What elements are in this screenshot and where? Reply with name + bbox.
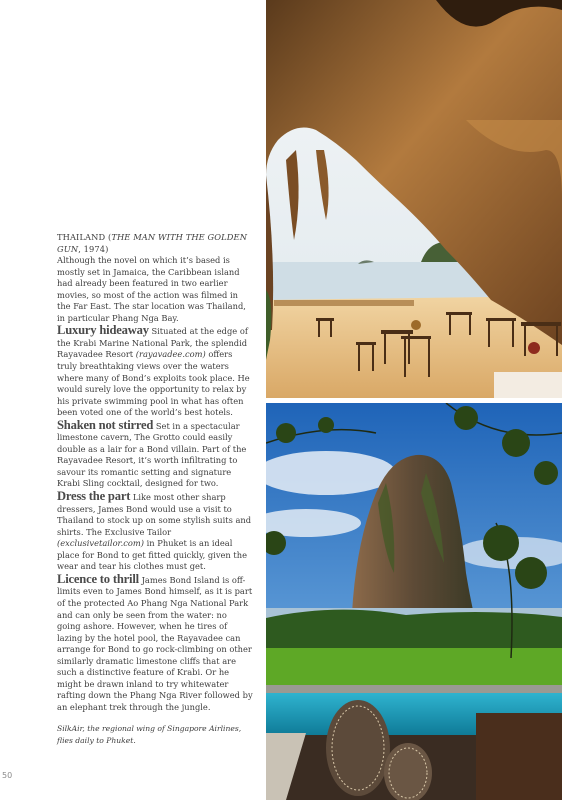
grotto-photo: [266, 0, 562, 398]
paragraph-text: Situated at the edge of the Krabi Marine National Park, the splendid Rayavadee Resort: [57, 326, 248, 360]
paragraph-luxury-hideaway: [57, 324, 253, 418]
paragraph-shaken-not-stirred: [57, 419, 253, 490]
airline-caption: SilkAir, the regional wing of Singapore Airlines, flies daily to Phuket.: [57, 724, 242, 745]
paragraph-text: Set in a spectacular limestone cavern, The Grotto could easily double as a lair for a Bond villain. Part of the Rayavadee Resort, it’s worth infiltrating to savour its romantic setting and signature Krabi Sling cocktail, designed for two.: [57, 420, 247, 489]
subheading-licence-to-thrill: Licence to thrill: [57, 571, 139, 586]
grotto-image: [266, 0, 562, 398]
film-title: THE MAN WITH THE GOLDEN GUN: [57, 232, 248, 254]
paragraph-text: Like most other sharp dressers, James Bond would use a visit to Thailand to stock up on some stylish suits and shirts. The Exclusive Tailor: [57, 492, 252, 537]
paragraph-text: in Phuket is an ideal place for Bond to get fitted quickly, given the wear and tear his clothes must get.: [57, 538, 248, 572]
article-body: [57, 232, 253, 746]
paragraph-dress-the-part: [57, 490, 253, 573]
paragraph-licence-to-thrill: [57, 573, 253, 714]
page-number: 50: [2, 771, 13, 780]
rayavadee-link[interactable]: (rayavadee.com): [135, 349, 206, 360]
paragraph-text: James Bond Island is off-limits even to James Bond himself, as it is part of the protected Ao Phang Nga National Park and can only be seen from the water: no going ashore. However, when he tires of lazing by the hotel pool, the Rayavadee can arrange for Bond to go rock-climbing on other similarly dramatic limestone cliffs that are such a distinctive feature of Krabi. Or he might be drawn inland to try whitewater rafting down the Phang Nga River followed by an elephant trek through the jungle.: [57, 574, 253, 712]
subheading-dress-the-part: Dress the part: [57, 489, 131, 504]
film-year: , 1974): [78, 243, 109, 254]
section-heading: [57, 232, 253, 255]
exclusive-tailor-link[interactable]: (exclusivetailor.com): [57, 538, 144, 549]
paragraph-text: offers truly breathtaking views over the waters where many of Bond’s exploits took place. He would surely love the opportunity to relax by his private swimming pool in what has often been voted one of the world’s best hotels.: [57, 349, 250, 418]
karst-pool-photo: [266, 403, 562, 800]
intro-paragraph: Although the novel on which it’s based is mostly set in Jamaica, the Caribbean island had already been featured in two earlier movies, so most of the action was filmed in the Far East. The star location was Thailand, in particular Phang Nga Bay.: [57, 255, 246, 323]
karst-image: [266, 403, 562, 800]
subheading-luxury-hideaway: Luxury hideaway: [57, 323, 149, 338]
section-country: THAILAND (: [57, 232, 112, 242]
subheading-shaken-not-stirred: Shaken not stirred: [57, 417, 154, 432]
